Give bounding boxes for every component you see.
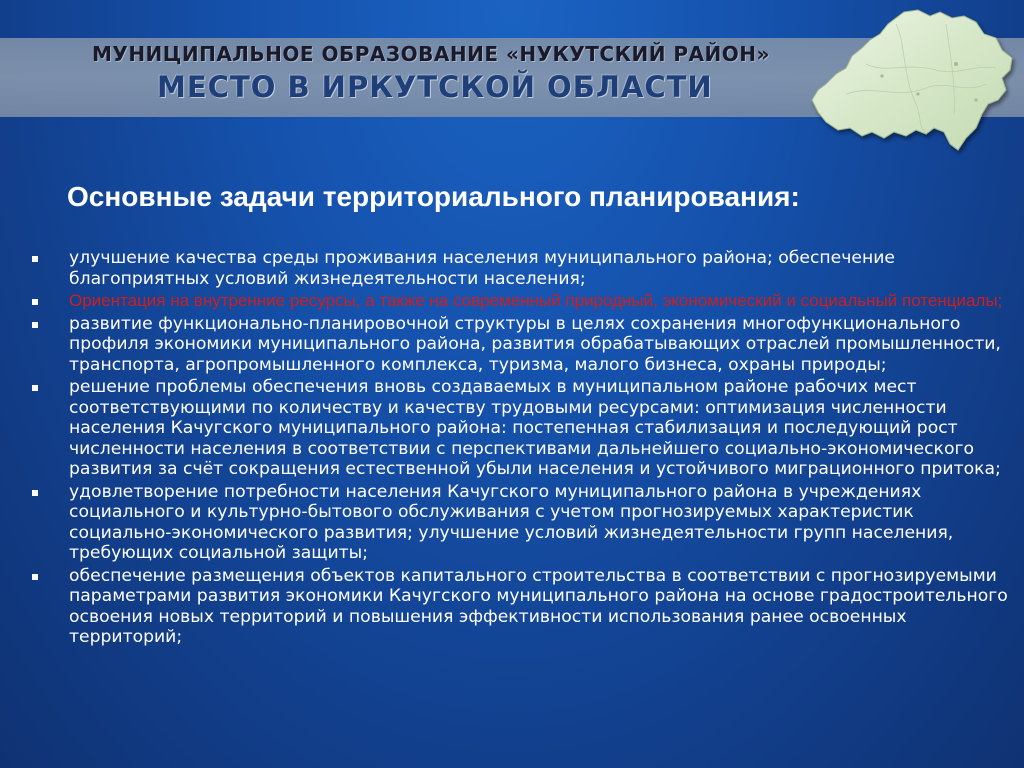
region-map-icon bbox=[806, 4, 1020, 156]
list-item bbox=[26, 482, 1016, 564]
square-bullet-icon bbox=[32, 490, 38, 496]
square-bullet-icon bbox=[32, 574, 38, 580]
list-item-text: решение проблемы обеспечения вновь создаваемых в муниципальном районе рабочих мест соответствующими по количеству и качеству трудовыми ресурсами: оптимизация численности населения Качугского муниципального района: постепенная стабилизация и последующий рост численности населения в соответствии с перспективами дальнейшего социально-экономического развития за счёт сокращения естественной убыли населения и устойчивого миграционного притока; bbox=[69, 377, 1001, 479]
list-item-text: улучшение качества среды проживания населения муниципального района; обеспечение благоприятных условий жизнедеятельности населения; bbox=[69, 248, 895, 289]
list-item-highlighted bbox=[26, 291, 1016, 312]
list-item-text: удовлетворение потребности населения Качугского муниципального района в учреждениях социального и культурно-бытового обслуживания с учетом прогнозируемых характеристик социально-экономического развития; улучшение условий жизнедеятельности групп населения, требующих социальной защиты; bbox=[69, 481, 954, 563]
square-bullet-icon bbox=[32, 385, 38, 391]
square-bullet-icon bbox=[32, 299, 38, 305]
list-item bbox=[26, 566, 1016, 648]
list-item-text: Ориентация на внутренние ресурсы, а также на современный природный, экономический и социальный потенциалы; bbox=[69, 291, 1003, 310]
header-title: МУНИЦИПАЛЬНОЕ ОБРАЗОВАНИЕ «НУКУТСКИЙ РАЙОН» bbox=[92, 42, 770, 66]
task-list bbox=[26, 248, 1016, 650]
list-item bbox=[26, 314, 1016, 376]
section-title: Основные задачи территориального планирования: bbox=[67, 181, 800, 212]
square-bullet-icon bbox=[32, 322, 38, 328]
header-subtitle: МЕСТО В ИРКУТСКОЙ ОБЛАСТИ bbox=[157, 70, 713, 104]
list-item-text: развитие функционально-планировочной структуры в целях сохранения многофункционального профиля экономики муниципального района, развития обрабатывающих отраслей промышленности, транспорта, агропромышленного комплекса, туризма, малого бизнеса, охраны природы; bbox=[69, 313, 1001, 375]
list-item-text: обеспечение размещения объектов капитального строительства в соответствии с прогнозируемыми параметрами развития экономики Качугского муниципального района на основе градостроительного освоения новых территорий и повышения эффективности использования ранее освоенных территорий; bbox=[69, 565, 1008, 647]
square-bullet-icon bbox=[32, 256, 38, 262]
list-item bbox=[26, 377, 1016, 480]
list-item bbox=[26, 248, 1016, 289]
